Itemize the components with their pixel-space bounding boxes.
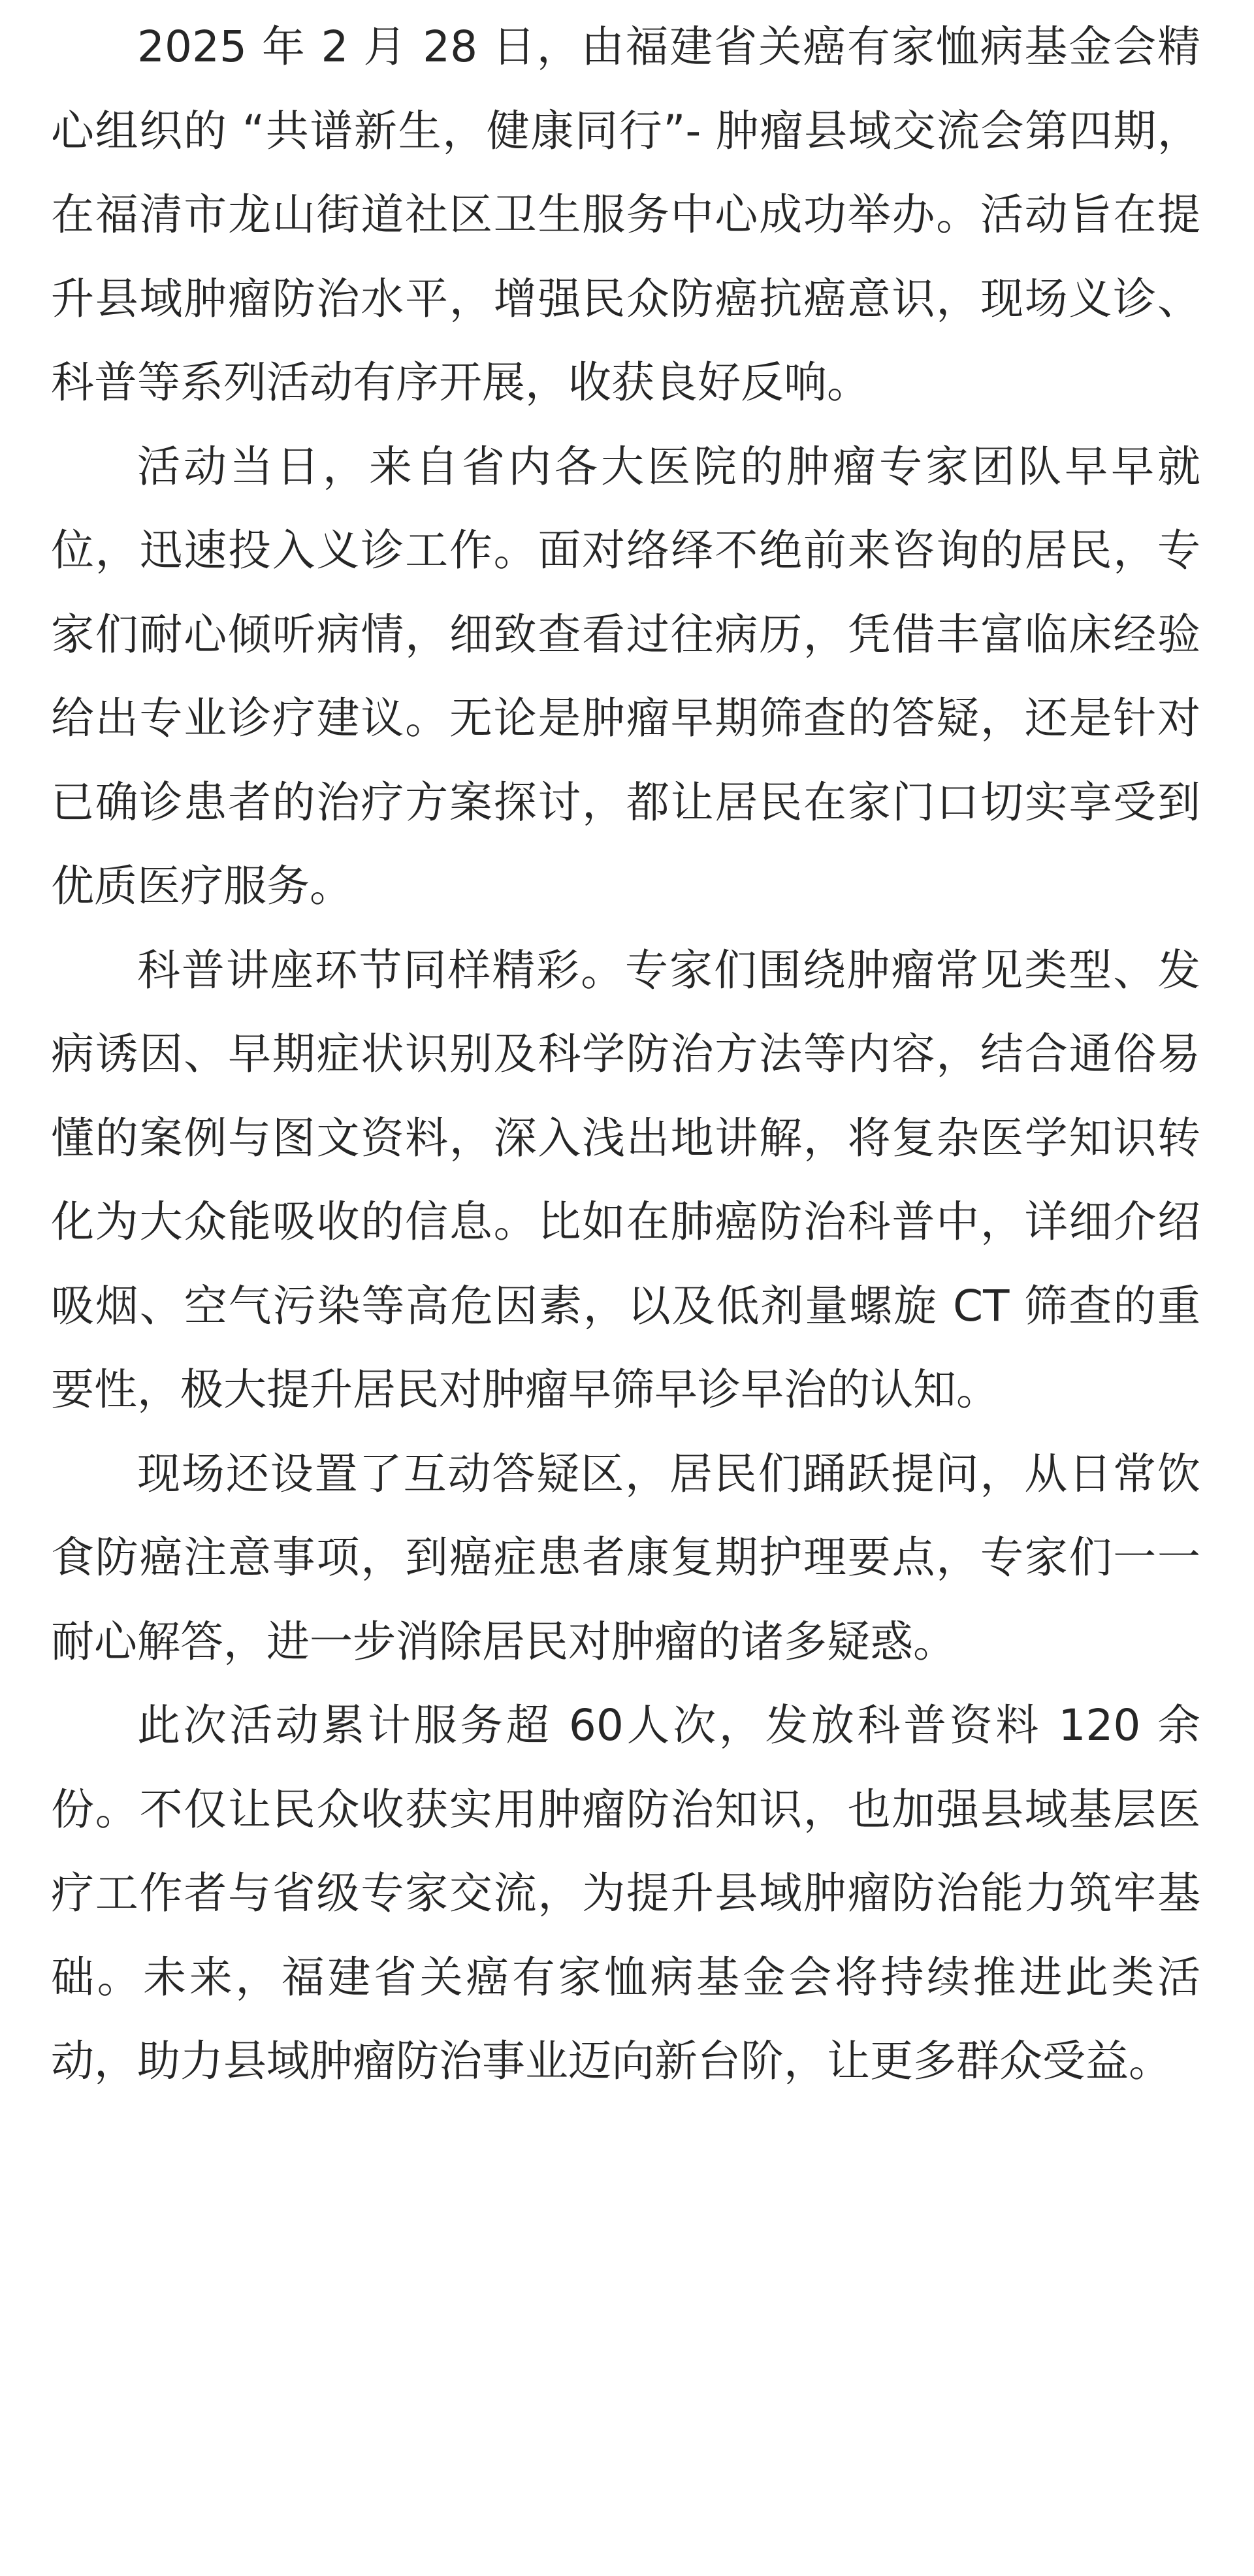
paragraph-qa-area: 现场还设置了互动答疑区，居民们踊跃提问，从日常饮食防癌注意事项，到癌症患者康复期护理要点，专家们一一耐心解答，进一步消除居民对肿瘤的诸多疑惑。 (51, 1448, 1200, 1667)
paragraph-event-intro: 2025 年 2 月 28 日，由福建省关癌有家恤病基金会精心组织的 “共谱新生，健康同行”- 肿瘤县域交流会第四期，在福清市龙山街道社区卫生服务中心成功举办。活动旨在提升县域肿瘤防治水平，增强民众防癌抗癌意识，现场义诊、科普等系列活动有序开展，收获良好反响。 (51, 22, 1200, 408)
paragraph-free-clinic: 活动当日，来自省内各大医院的肿瘤专家团队早早就位，迅速投入义诊工作。面对络绎不绝前来咨询的居民，专家们耐心倾听病情，细致查看过往病历，凭借丰富临床经验给出专业诊疗建议。无论是肿瘤早期筛查的答疑，还是针对已确诊患者的治疗方案探讨，都让居民在家门口切实享受到优质医疗服务。 (51, 441, 1200, 911)
paragraph-science-lecture: 科普讲座环节同样精彩。专家们围绕肿瘤常见类型、发病诱因、早期症状识别及科学防治方法等内容，结合通俗易懂的案例与图文资料，深入浅出地讲解，将复杂医学知识转化为大众能吸收的信息。比如在肺癌防治科普中，详细介绍吸烟、空气污染等高危因素，以及低剂量螺旋 CT 筛查的重要性，极大提升居民对肿瘤早筛早诊早治的认知。 (51, 944, 1200, 1415)
paragraph-summary: 此次活动累计服务超 60人次，发放科普资料 120 余份。不仅让民众收获实用肿瘤防治知识，也加强县域基层医疗工作者与省级专家交流，为提升县域肿瘤防治能力筑牢基础。未来，福建省关癌有家恤病基金会将持续推进此类活动，助力县域肿瘤防治事业迈向新台阶，让更多群众受益。 (51, 1700, 1200, 2086)
